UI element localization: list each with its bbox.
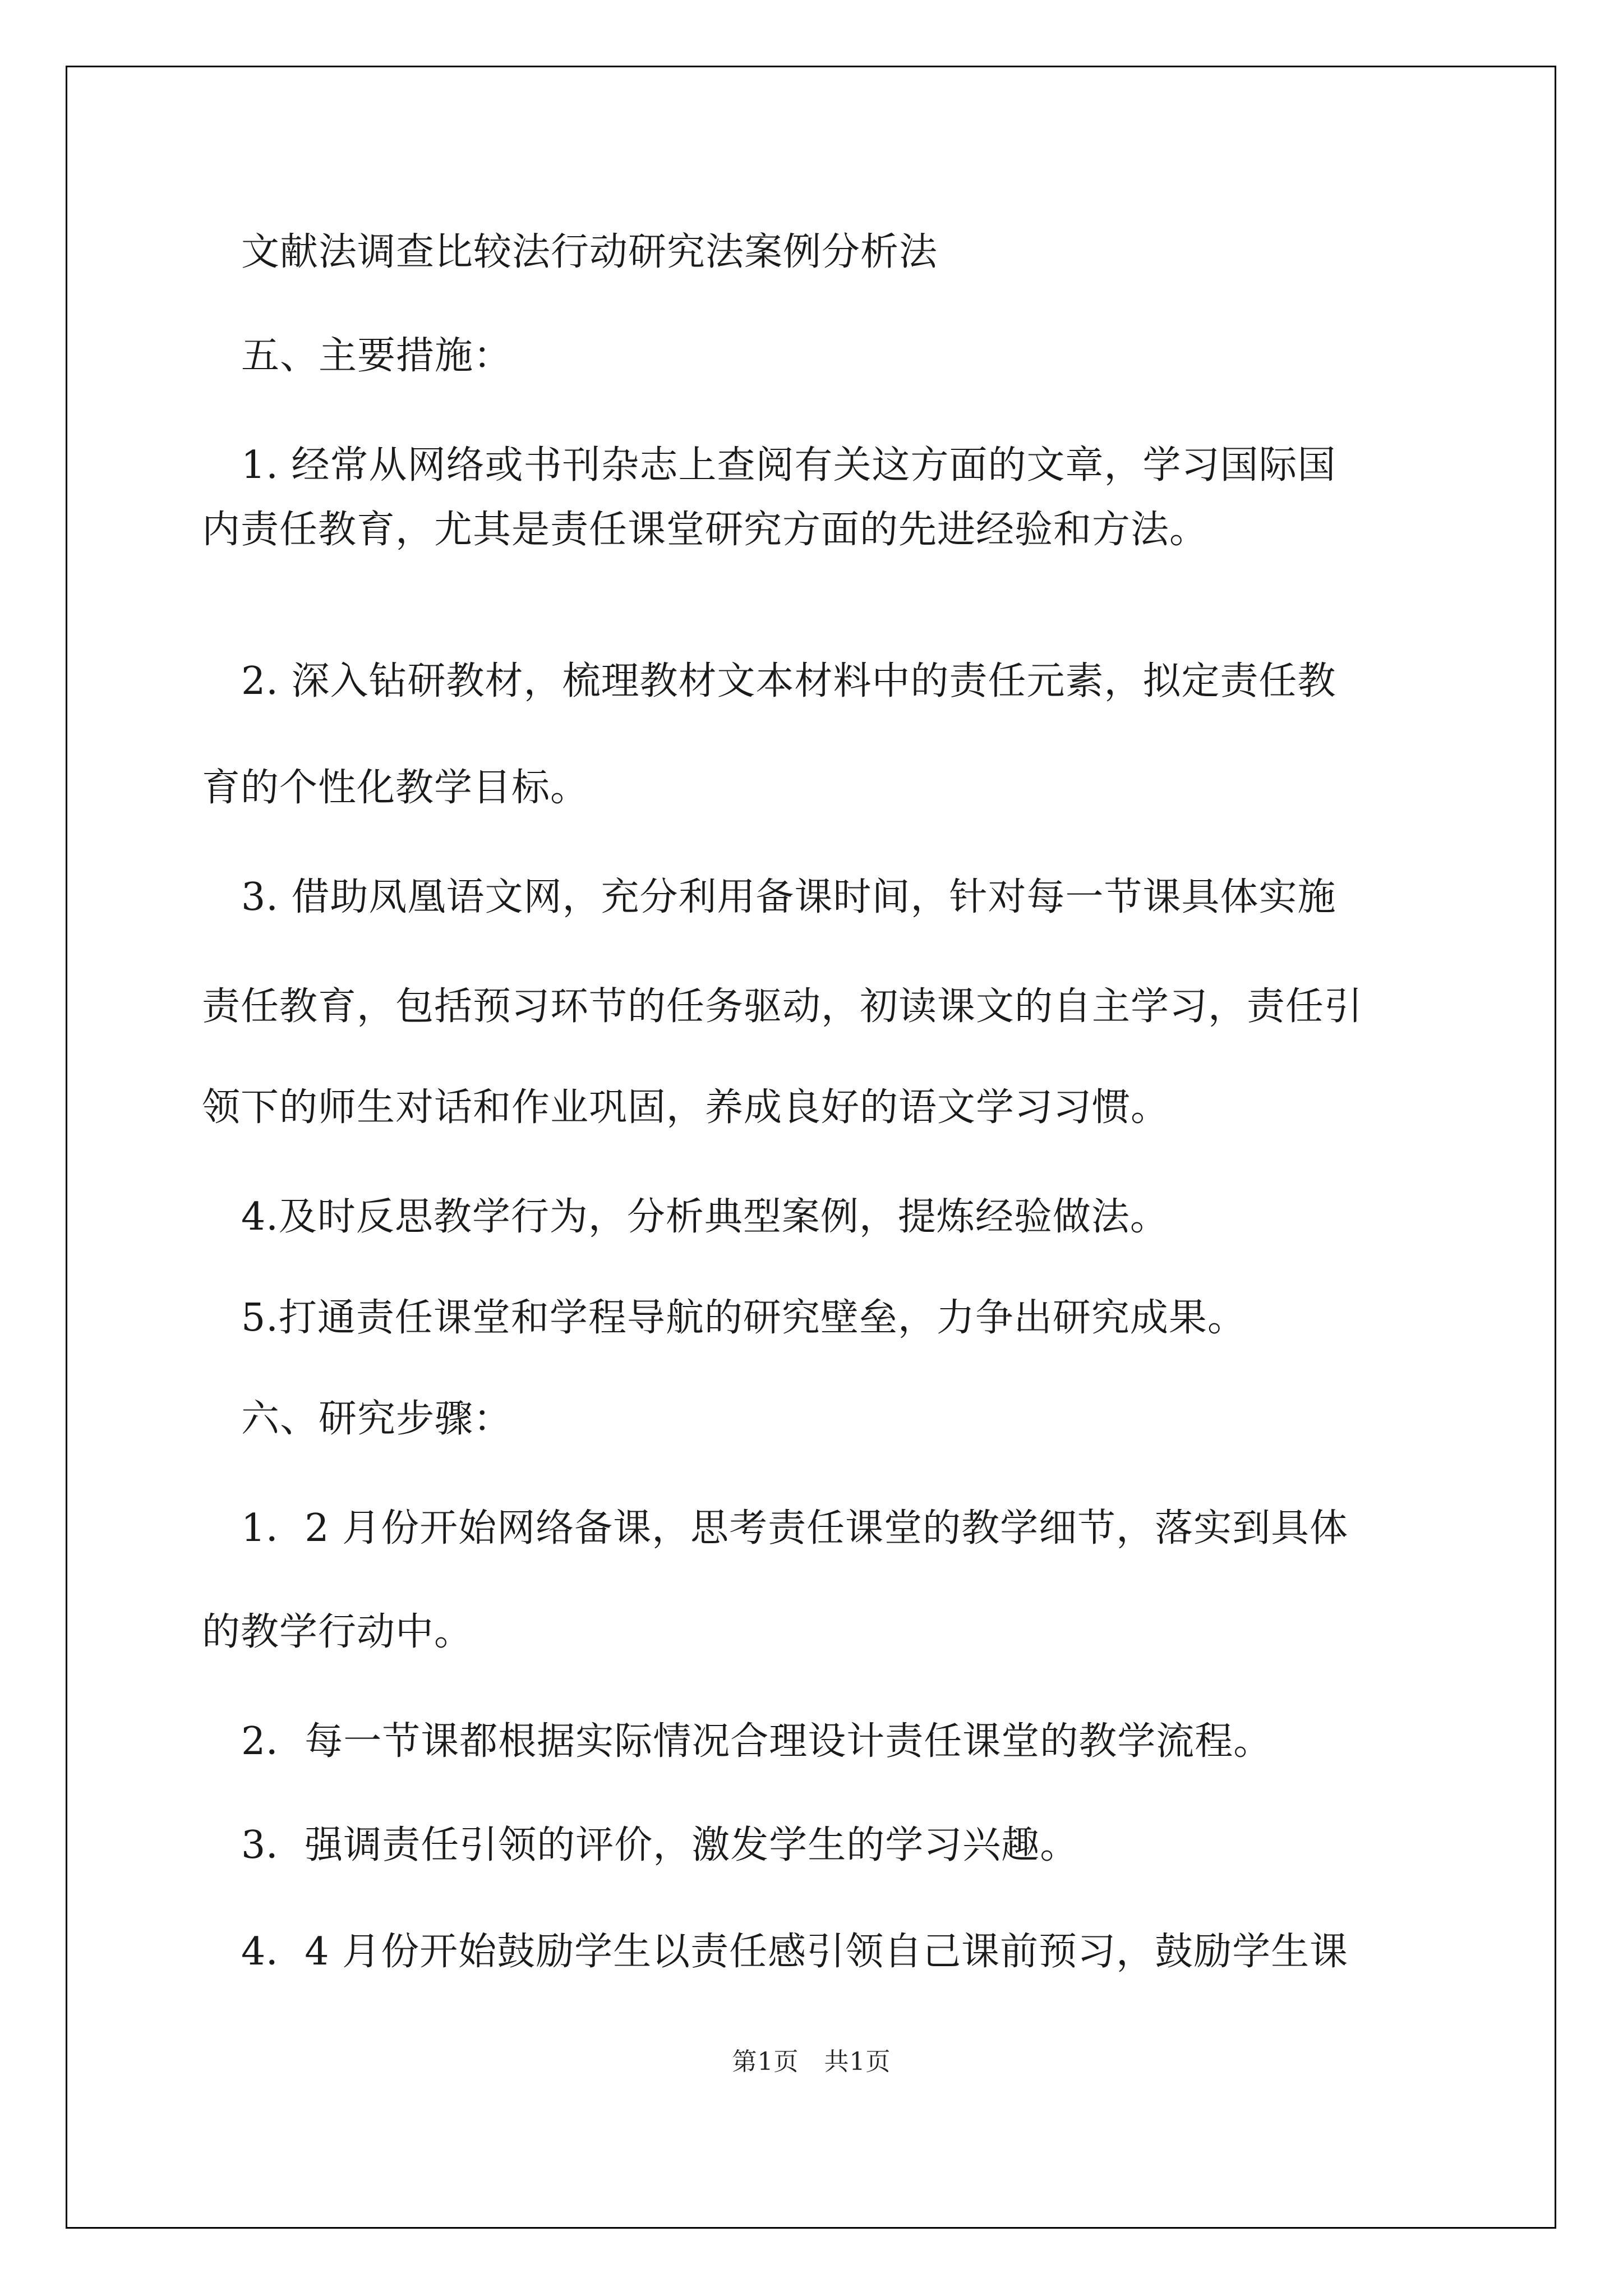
page-border (66, 66, 1556, 2229)
text-line-8: 责任教育，包括预习环节的任务驱动，初读课文的自主学习，责任引 (202, 984, 1363, 1029)
page-number-footer: 第1页 共1页 (732, 2047, 891, 2076)
text-line-3: 1. 经常从网络或书刊杂志上查阅有关这方面的文章，学习国际国 (241, 443, 1336, 487)
text-line-15: 2．每一节课都根据实际情况合理设计责任课堂的教学流程。 (241, 1719, 1272, 1764)
text-line-4: 内责任教育，尤其是责任课堂研究方面的先进经验和方法。 (202, 508, 1209, 552)
text-line-13: 1．2 月份开始网络备课，思考责任课堂的教学细节，落实到具体 (241, 1506, 1349, 1550)
text-line-6: 育的个性化教学目标。 (202, 766, 589, 810)
text-line-2: 五、主要措施： (241, 334, 513, 378)
text-line-11: 5.打通责任课堂和学程导航的研究壁垒，力争出研究成果。 (241, 1296, 1246, 1340)
text-line-7: 3. 借助凤凰语文网，充分利用备课时间，针对每一节课具体实施 (241, 875, 1336, 919)
text-line-5: 2. 深入钻研教材，梳理教材文本材料中的责任元素，拟定责任教 (241, 659, 1336, 703)
text-line-17: 4．4 月份开始鼓励学生以责任感引领自己课前预习，鼓励学生课 (241, 1930, 1349, 1974)
text-line-16: 3．强调责任引领的评价，激发学生的学习兴趣。 (241, 1823, 1079, 1867)
text-line-12: 六、研究步骤： (241, 1397, 513, 1441)
text-line-9: 领下的师生对话和作业巩固，养成良好的语文学习习惯。 (202, 1085, 1170, 1130)
text-line-10: 4.及时反思教学行为，分析典型案例，提炼经验做法。 (241, 1195, 1169, 1239)
text-line-14: 的教学行动中。 (202, 1610, 473, 1654)
text-line-1: 文献法调查比较法行动研究法案例分析法 (241, 230, 938, 274)
